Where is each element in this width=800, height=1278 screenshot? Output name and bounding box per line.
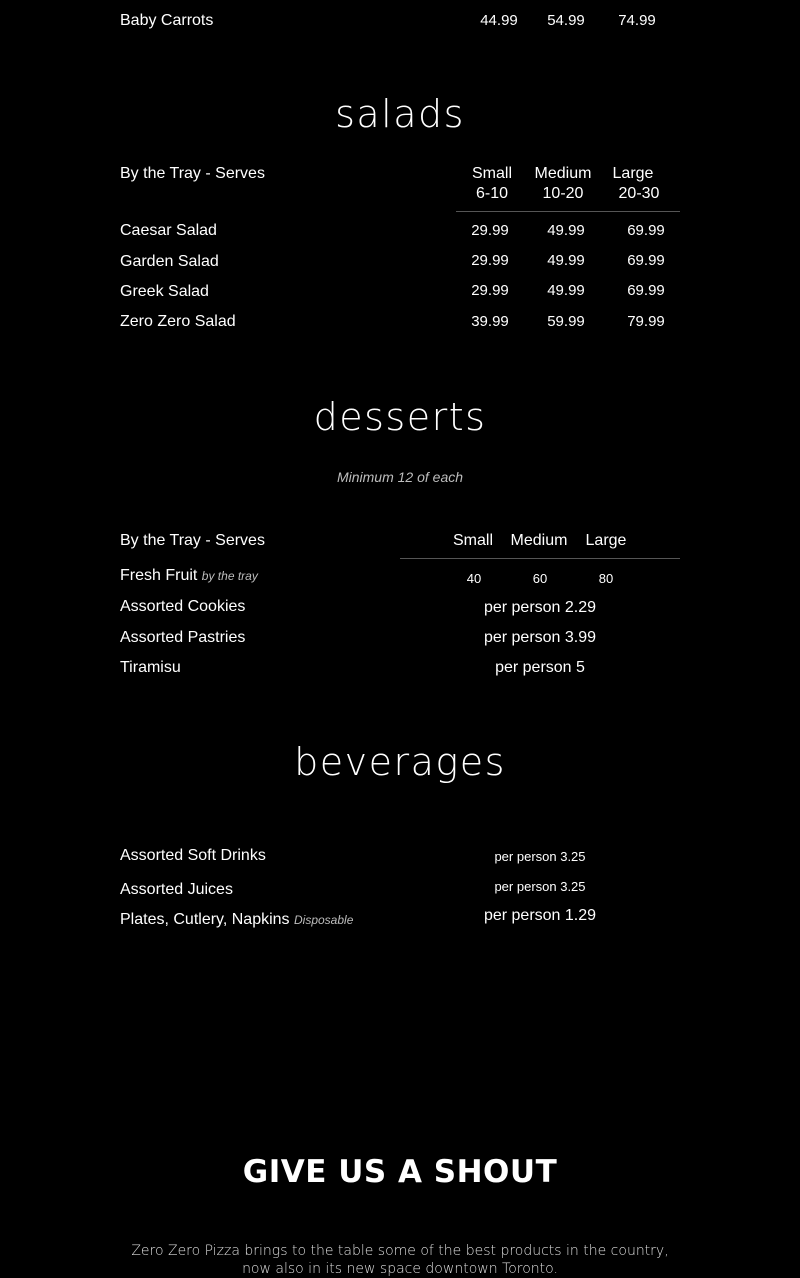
menu-item-name: Greek Salad	[120, 283, 209, 300]
price-medium: 49.99	[547, 282, 585, 299]
price-small: 29.99	[471, 222, 509, 239]
section-title-desserts: desserts	[313, 395, 487, 439]
price-medium: 49.99	[547, 222, 585, 239]
desserts-col-small: Small	[452, 532, 493, 549]
menu-item-name: Assorted Pastries	[120, 629, 246, 646]
salads-col-medium	[529, 164, 597, 204]
price-medium: 49.99	[547, 252, 585, 269]
per-person-price: per person 3.25	[494, 849, 586, 864]
col-serves: 6-10	[475, 185, 509, 202]
price-medium: 59.99	[547, 313, 585, 330]
menu-item-name: Assorted Cookies	[120, 598, 246, 615]
desserts-header-divider	[400, 558, 680, 559]
desserts-minimum-note: Minimum 12 of each	[336, 469, 464, 485]
salads-col-large	[604, 164, 674, 204]
price-medium: 60	[532, 571, 548, 586]
menu-item-plates-cutlery-napkins	[120, 910, 353, 930]
menu-item-name: Plates, Cutlery, Napkins	[120, 911, 290, 928]
menu-item-name: Assorted Soft Drinks	[120, 847, 266, 864]
price-large: 79.99	[627, 313, 665, 330]
salads-tray-header: By the Tray - Serves	[120, 165, 265, 182]
menu-item-name: Zero Zero Salad	[120, 313, 236, 330]
menu-item-note: by the tray	[201, 569, 258, 583]
price-large: 69.99	[627, 282, 665, 299]
price-large: 69.99	[627, 252, 665, 269]
menu-item-name: Fresh Fruit	[120, 567, 198, 584]
col-name: Small	[471, 165, 512, 182]
price-small: 44.99	[480, 12, 518, 29]
menu-item-baby-carrots: Baby Carrots	[120, 12, 214, 29]
price-large: 80	[598, 571, 614, 586]
price-small: 40	[466, 571, 482, 586]
menu-item-name: Tiramisu	[120, 659, 181, 676]
contact-blurb: Zero Zero Pizza brings to the table some of the best products in the country, now also in its new space downtown Toronto.	[131, 1243, 669, 1277]
per-person-price: per person 2.29	[483, 599, 597, 616]
per-person-price: per person 5	[495, 659, 585, 676]
menu-item-name: Garden Salad	[120, 253, 219, 270]
contact-heading: GIVE US A SHOUT	[242, 1154, 558, 1190]
section-title-salads: salads	[335, 92, 465, 136]
menu-item-fresh-fruit	[120, 566, 258, 586]
price-large: 74.99	[618, 12, 656, 29]
price-small: 29.99	[471, 252, 509, 269]
price-small: 29.99	[471, 282, 509, 299]
menu-item-name: Caesar Salad	[120, 222, 217, 239]
price-small: 39.99	[471, 313, 509, 330]
col-name: Medium	[534, 165, 592, 182]
menu-item-name: Assorted Juices	[120, 881, 233, 898]
col-serves: 20-30	[618, 185, 660, 202]
col-serves: 10-20	[542, 185, 584, 202]
price-medium: 54.99	[547, 12, 585, 29]
desserts-col-large: Large	[585, 532, 627, 549]
desserts-col-medium: Medium	[510, 532, 568, 549]
menu-item-note: Disposable	[294, 913, 354, 927]
per-person-price: per person 3.99	[483, 629, 597, 646]
desserts-tray-header: By the Tray - Serves	[120, 532, 265, 549]
section-title-beverages: beverages	[294, 740, 506, 784]
col-name: Large	[612, 165, 654, 182]
per-person-price: per person 3.25	[494, 879, 586, 894]
price-large: 69.99	[627, 222, 665, 239]
salads-col-small	[462, 164, 522, 204]
per-person-price: per person 1.29	[483, 907, 597, 924]
salads-header-divider	[456, 211, 680, 212]
